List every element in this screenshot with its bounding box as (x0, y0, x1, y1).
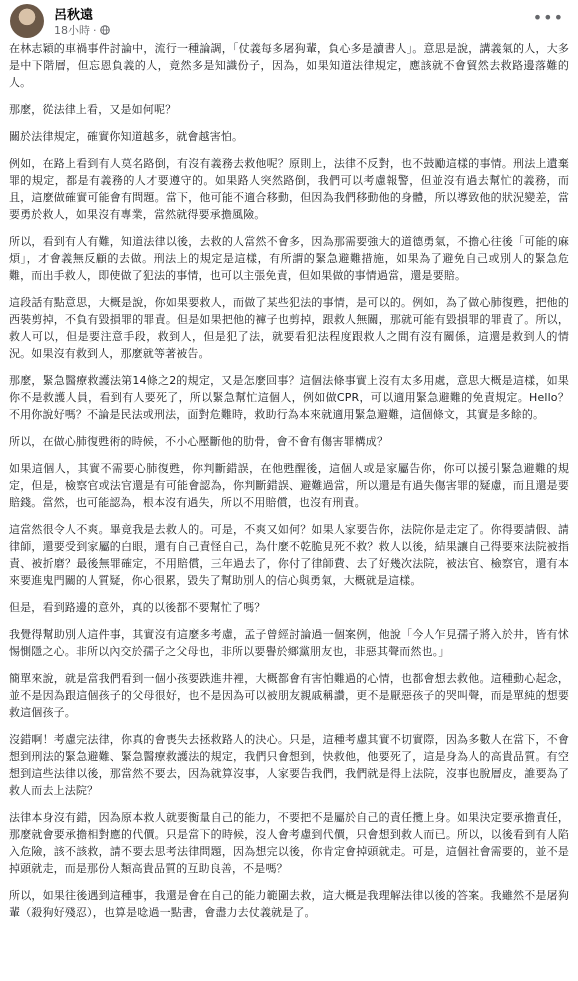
author-avatar[interactable] (10, 4, 44, 38)
post-paragraph: 沒錯啊！考慮完法律，你真的會喪失去拯救路人的決心。只是，這種考慮其實不切實際，因為多數人在當下，不會想到刑法的緊急避難、緊急醫療救護法的規定，我們只會想到，快救他，他要死了，這是身為人的高貴品質。有空想到這些法律以後，那當然不要去，因為就算沒事，人家要告我們，我們就是得上法院，沒事也脫層皮，誰要為了救人而去上法院？ (9, 733, 569, 797)
post-paragraph: 所以，如果往後遇到這種事，我還是會在自己的能力範圍去救，這大概是我理解法律以後的答案。我雖然不是屠狗輩（殺狗好殘忍），也算是唸過一點書，會盡力去仗義就是了。 (9, 889, 569, 919)
post-paragraph: 例如，在路上看到有人莫名路倒，有沒有義務去救他呢？原則上，法律不反對，也不鼓勵這樣的事情。刑法上遺棄罪的規定，都是有義務的人才要遵守的。如果路人突然路倒，我們可以考慮報警，但並沒有過去幫忙的義務，而且，這麼做確實可能會有問題。當下，他可能不適合移動，但因為我們移動他的身體，所以導致他的狀況變差，當要勇於救人，如果沒有專業，當然就得要承擔風險。 (9, 157, 569, 221)
post-time[interactable]: 18小時 (54, 24, 90, 37)
post-paragraph: 我覺得幫助別人這件事，其實沒有這麼多考慮，孟子曾經討論過一個案例，他說「今人乍見孺子將入於井，皆有怵惕惻隱之心。非所以內交於孺子之父母也，非所以要譽於鄉黨朋友也，非惡其聲而然也。」 (9, 628, 569, 658)
globe-icon[interactable] (100, 25, 110, 35)
post-paragraph: 關於法律規定，確實你知道越多，就會越害怕。 (9, 130, 244, 143)
post-paragraph: 如果這個人，其實不需要心肺復甦，你判斷錯誤，在他甦醒後，這個人或是家屬告你，你可以援引緊急避難的規定，但是，檢察官或法官還是有可能會認為，你判斷錯誤、避難過當，所以還是有過失傷害罪的疑慮，而且還是要賠錢。當然，也可能認為，根本沒有過失，所以不用賠償，也沒有刑責。 (9, 462, 569, 509)
post-paragraph: 所以，看到有人有難，知道法律以後，去救的人當然不會多，因為那需要強大的道德勇氣，不擔心往後「可能的麻煩」，才會義無反顧的去做。刑法上的規定是這樣，有所謂的緊急避難措施，如果為了避免自己或別人的緊急危難，而出手救人，即使做了犯法的事情，也可以主張免責，但如果做的事情過當，還是要賠。 (9, 235, 569, 282)
post-paragraph: 法律本身沒有錯，因為原本救人就要衡量自己的能力，不要把不是屬於自己的責任攬上身。如果決定要承擔責任，那麼就會要承擔相對應的代價。只是當下的時候，沒人會考慮到代價，只會想到救人而已。所以，以後看到有人陷入危險，該不該救，請不要去思考法律問題，因為想完以後，你肯定會掉頭就走。可是，這個社會需要的，並不是掉頭就走，而是那份人類高貴品質的互助良善，不是嗎？ (9, 811, 569, 875)
post-paragraph: 但是，看到路邊的意外，真的以後都不要幫忙了嗎？ (9, 601, 266, 614)
post-paragraph: 所以，在做心肺復甦術的時候，不小心壓斷他的肋骨，會不會有傷害罪構成？ (9, 435, 389, 448)
post-header (0, 0, 578, 44)
post-paragraph: 那麼，從法律上看，又是如何呢？ (9, 103, 177, 116)
post-paragraph: 簡單來說，就是當我們看到一個小孩要跌進井裡，大概都會有害怕難過的心情，也都會想去救他。這種動心起念，並不是因為跟這個孩子的父母很好，也不是因為可以被朋友親戚稱讚，更不是厭惡孩子的哭叫聲，而是單純的想要救這個孩子。 (9, 672, 569, 719)
post-paragraph: 那麼，緊急醫療救護法第14條之2的規定，又是怎麼回事？這個法條事實上沒有太多用處，意思大概是這樣，如果你不是救護人員，看到有人要死了，所以緊急幫忙這個人，例如做CPR，可以適用緊急避難的免責規定。Hello？不用你說好嗎？不論是民法或刑法，面對危難時，救助行為本來就適用緊急避難，這個條文，其實是多餘的。 (9, 374, 569, 421)
post-paragraph: 這當然很令人不爽。畢竟我是去救人的。可是，不爽又如何？如果人家要告你，法院你是走定了。你得要請假、請律師，還要受到家屬的白眼，還有自己責怪自己，為什麼不乾脆見死不救？救人以後，結果讓自己得要來法院被指責、被折磨？最後無罪確定，不用賠償，三年過去了，你付了律師費、去了好幾次法院，被法官、檢察官，還有本來要進鬼門關的人質疑，你心很累，毀失了幫助別人的信心與勇氣，大概就是這樣。 (9, 523, 569, 587)
more-options-icon[interactable]: ••• (532, 8, 564, 27)
author-name[interactable]: 呂秋遠 (54, 8, 94, 23)
meta-separator: · (93, 23, 97, 37)
post-paragraph: 在林志穎的車禍事件討論中，流行一種論調，「仗義每多屠狗輩，負心多是讀書人」。意思是說，講義氣的人，大多是中下階層，但忘恩負義的人，竟然多是知識份子，因為，如果知道法律規定，應該就不會貿然去救路邊落難的人。 (9, 42, 569, 89)
post-meta (54, 22, 110, 38)
post-body (9, 40, 569, 931)
post-paragraph: 這段話有點意思，大概是說，你如果要救人，而做了某些犯法的事情，是可以的。例如，為了做心肺復甦，把他的西裝剪掉，不負有毀損罪的罪責。但是如果把他的褲子也剪掉，跟救人無關，那就可能有毀損罪的罪責了。所以，救人可以，但是要注意手段，救到人，但是犯了法，就要看犯法程度跟救人之間有沒有關係，這還是救到人的情況。如果沒有救到人，那麼就等著被告。 (9, 296, 569, 360)
